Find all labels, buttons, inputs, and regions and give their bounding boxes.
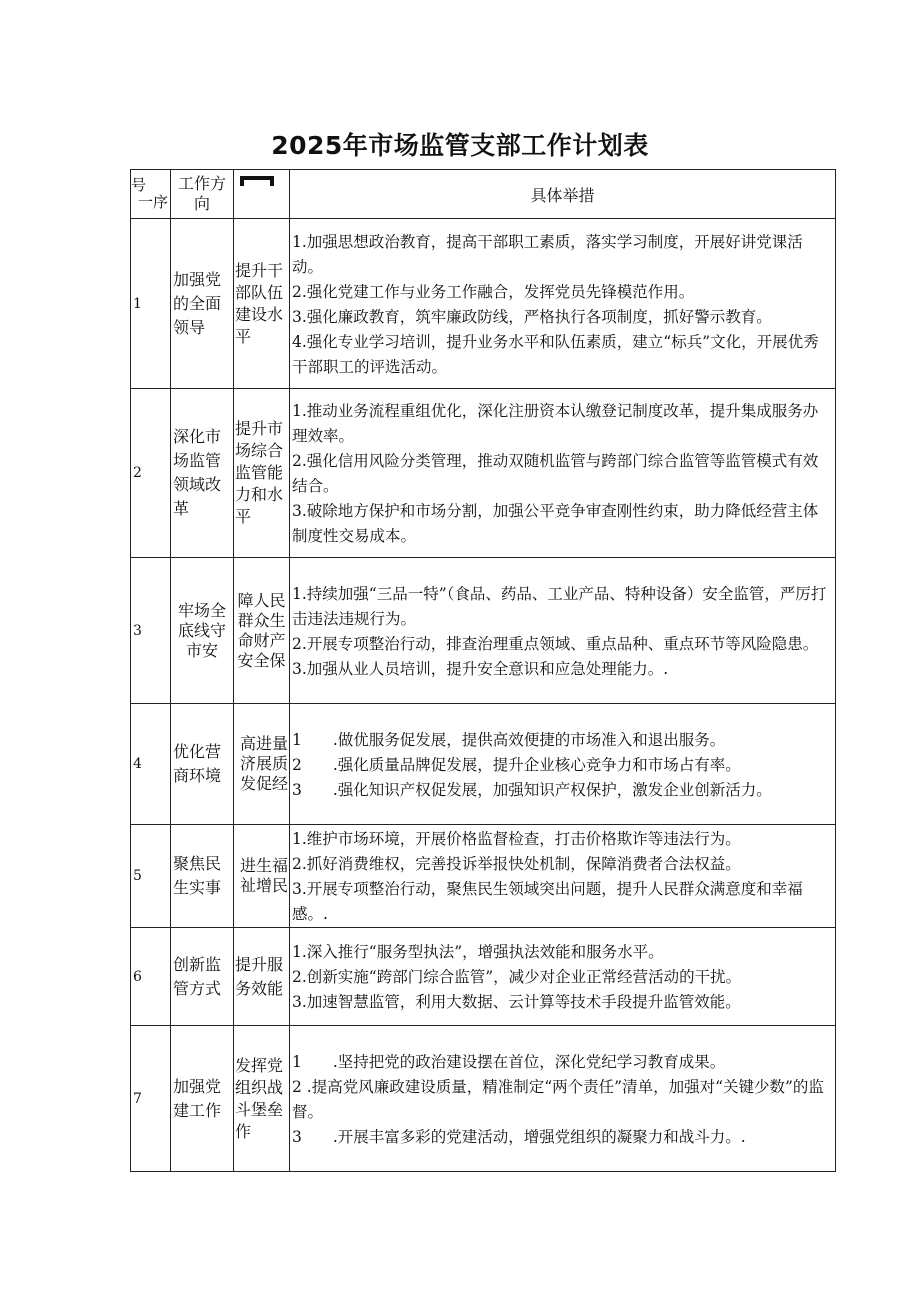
header-seq-bottom: 一序 [137,193,168,211]
row-measures [290,558,836,704]
row-goal: 提升市场综合监管能力和水平 [234,389,290,558]
row-seq: 3 [131,558,171,704]
measure-item: 3.加强从业人员培训，提升安全意识和应急处理能力。. [292,659,669,678]
row-seq: 6 [131,928,171,1026]
row-direction: 优化营商环境 [171,704,234,825]
measure-item: 3 .开展丰富多彩的党建活动，增强党组织的凝聚力和战斗力。. [292,1127,746,1146]
measure-item: 1.持续加强“三品一特”（食品、药品、工业产品、特种设备）安全监管，严厉打击违法违规行为。 [292,584,827,628]
bracket-mark-icon [240,176,274,186]
table-row [131,389,836,558]
measure-item: 1 .坚持把党的政治建设摆在首位，深化党纪学习教育成果。 [292,1052,726,1071]
page-title: 2025年市场监管支部工作计划表 [271,131,649,160]
measure-item: 1.维护市场环境，开展价格监督检查，打击价格欺诈等违法行为。 [292,830,741,848]
row-measures [290,389,836,558]
row-direction: 加强党的全面领导 [171,219,234,389]
measure-item: 2 .强化质量品牌促发展，提升企业核心竞争力和市场占有率。 [292,755,741,774]
measure-item: 2 .提高党风廉政建设质量，精准制定“两个责任”清单，加强对“关键少数”的监督。 [292,1077,824,1121]
row-goal: 提升服务效能 [234,928,290,1026]
row-goal: 障人民群众生命财产安全保 [234,558,290,704]
row-goal: 发挥党组织战斗堡垒作 [234,1026,290,1172]
measure-item: 4.强化专业学习培训，提升业务水平和队伍素质，建立“标兵”文化，开展优秀干部职工的评选活动。 [292,332,819,376]
header-goal [234,170,290,219]
row-goal: 进生福祉增民 [234,825,290,928]
row-seq: 7 [131,1026,171,1172]
row-goal: 提升干部队伍建设水平 [234,219,290,389]
header-seq [131,170,171,219]
measure-item: 3 .强化知识产权促发展，加强知识产权保护，激发企业创新活力。 [292,780,772,799]
measure-item: 2.开展专项整治行动，排查治理重点领域、重点品种、重点环节等风险隐患。 [292,634,819,653]
row-direction: 加强党建工作 [171,1026,234,1172]
row-seq: 2 [131,389,171,558]
row-direction: 深化市场监管领域改革 [171,389,234,558]
row-goal: 高进量济展质发促经 [234,704,290,825]
header-seq-top: 号 [131,176,147,194]
row-measures [290,704,836,825]
row-direction: 聚焦民生实事 [171,825,234,928]
row-direction: 牢场全底线守市安 [171,558,234,704]
row-measures [290,825,836,928]
row-measures [290,219,836,389]
row-seq: 5 [131,825,171,928]
row-measures [290,928,836,1026]
measure-item: 1.推动业务流程重组优化，深化注册资本认缴登记制度改革，提升集成服务办理效率。 [292,402,819,445]
table-row [131,219,836,389]
row-seq: 4 [131,704,171,825]
row-measures [290,1026,836,1172]
table-row [131,704,836,825]
work-plan-table [130,169,836,1172]
measure-item: 3.强化廉政教育，筑牢廉政防线，严格执行各项制度，抓好警示教育。 [292,307,772,326]
measure-item: 2.抓好消费维权，完善投诉举报快处机制，保障消费者合法权益。 [292,855,741,873]
measure-item: 1 .做优服务促发展，提供高效便捷的市场准入和退出服务。 [292,730,726,749]
measure-item: 2.强化党建工作与业务工作融合，发挥党员先锋模范作用。 [292,282,695,301]
measure-item: 1.加强思想政治教育，提高干部职工素质，落实学习制度，开展好讲党课活动。 [292,232,803,276]
header-measures: 具体举措 [290,170,836,219]
measure-item: 2.创新实施“跨部门综合监管”，减少对企业正常经营活动的干扰。 [292,968,742,986]
measure-item: 3.加速智慧监管，利用大数据、云计算等技术手段提升监管效能。 [292,993,741,1011]
measure-item: 2.强化信用风险分类管理，推动双随机监管与跨部门综合监管等监管模式有效结合。 [292,452,819,495]
header-direction: 工作方向 [171,170,234,219]
table-row [131,1026,836,1172]
row-seq: 1 [131,219,171,389]
measure-item: 1.深入推行“服务型执法”，增强执法效能和服务水平。 [292,943,664,961]
measure-item: 3.开展专项整治行动，聚焦民生领域突出问题，提升人民群众满意度和幸福感。. [292,880,803,923]
table-row [131,825,836,928]
row-direction: 创新监管方式 [171,928,234,1026]
measure-item: 3.破除地方保护和市场分割，加强公平竞争审查刚性约束，助力降低经营主体制度性交易成本。 [292,502,819,545]
table-header-row [131,170,836,219]
table-row [131,558,836,704]
table-row [131,928,836,1026]
